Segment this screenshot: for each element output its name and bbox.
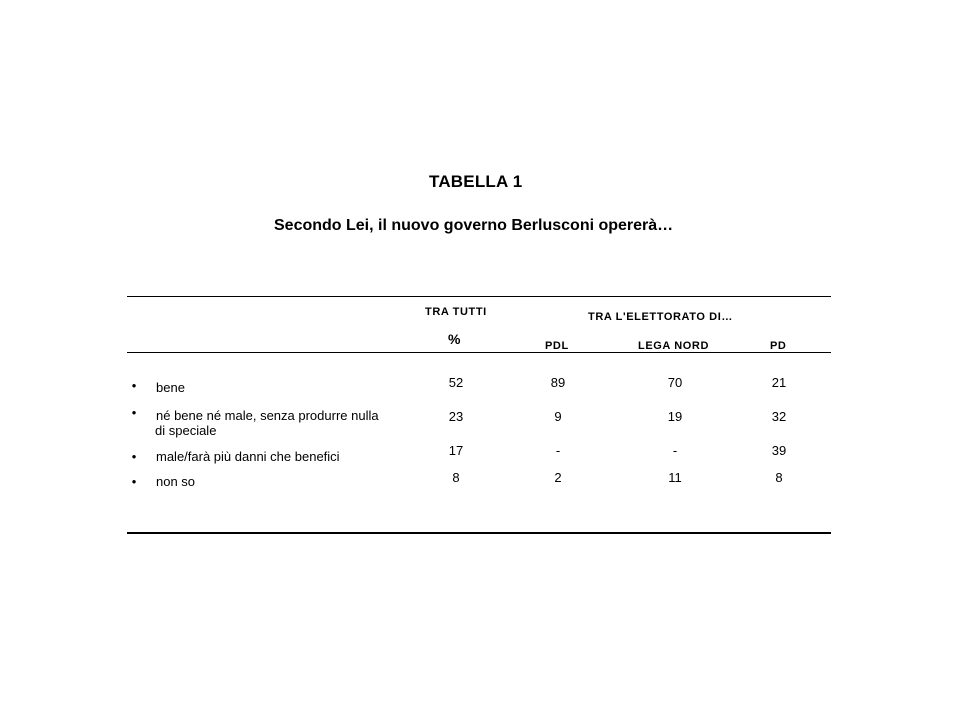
- value-lega-nord: -: [672, 443, 678, 458]
- row-label-continuation: di speciale: [155, 423, 217, 438]
- value-pd: 32: [771, 409, 787, 424]
- header-tra-tutti: TRA TUTTI: [425, 306, 487, 318]
- value-pd: 39: [771, 443, 787, 458]
- bullet-icon: •: [131, 449, 137, 464]
- table-question: Secondo Lei, il nuovo governo Berlusconi opererà…: [274, 217, 674, 234]
- row-label-text: non so: [156, 474, 196, 489]
- value-tutti: 17: [448, 443, 464, 458]
- bullet-icon: •: [131, 474, 137, 489]
- row-label-text: bene: [156, 380, 185, 395]
- value-lega-nord: 11: [668, 470, 682, 485]
- bullet-icon: •: [131, 405, 137, 420]
- value-pdl: 89: [550, 375, 566, 390]
- value-tutti: 8: [452, 470, 460, 485]
- table-title: TABELLA 1: [429, 172, 523, 191]
- header-pd: PD: [770, 340, 787, 352]
- row-label-text: male/farà più danni che benefici: [156, 449, 340, 464]
- value-pdl: 2: [554, 470, 562, 485]
- table-top-rule: [127, 296, 831, 297]
- value-pdl: 9: [554, 409, 562, 424]
- bullet-icon: •: [131, 378, 137, 393]
- table-bottom-rule: [127, 532, 831, 534]
- value-pd: 21: [771, 375, 787, 390]
- row-label-text: né bene né male, senza produrre nulla: [156, 408, 379, 423]
- value-pd: 8: [775, 470, 783, 485]
- value-lega-nord: 70: [667, 375, 683, 390]
- header-pdl: PDL: [545, 340, 569, 352]
- row-label: [156, 474, 195, 489]
- row-label: [156, 449, 340, 464]
- row-label: [156, 380, 185, 395]
- header-lega-nord: LEGA NORD: [638, 340, 709, 352]
- header-percent: %: [448, 331, 461, 347]
- header-tra-elettorato: TRA L'ELETTORATO DI…: [588, 311, 733, 323]
- row-label: [156, 408, 379, 438]
- value-tutti: 23: [448, 409, 464, 424]
- table-header-rule: [127, 352, 831, 353]
- value-tutti: 52: [448, 375, 464, 390]
- value-lega-nord: 19: [667, 409, 683, 424]
- value-pdl: -: [555, 443, 561, 458]
